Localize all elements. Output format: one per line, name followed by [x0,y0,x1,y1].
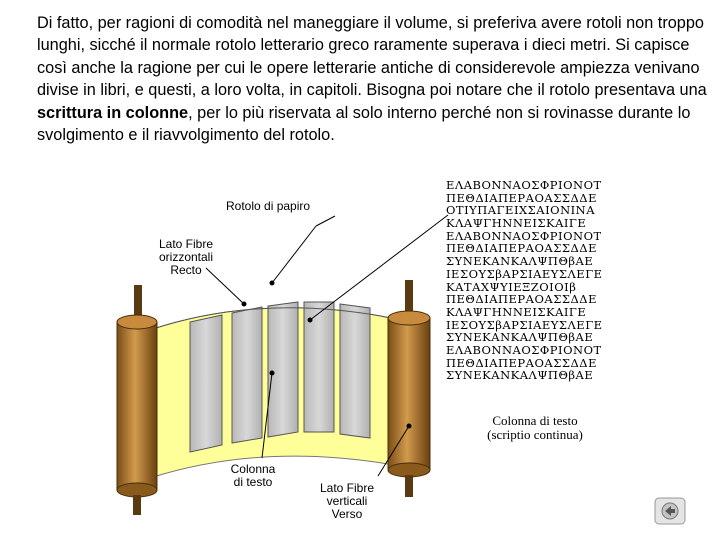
label-recto-line-1: Lato Fibre [158,237,214,251]
text-column-3 [268,302,298,437]
greek-line: ΚΛΑΨΓΗΝΝΕΙΣΚΑΙΓΕ [446,216,587,231]
column-caption [470,414,600,442]
return-arrow-icon[interactable] [654,497,686,525]
greek-line: ΟΤΙΥΠΑΓΕΙΧΣΑΙΟΝΙΝΑ [446,203,596,218]
greek-line: ΕΛΑΒΟΝΝΑΟΣΦΡΙΟΝΟΤ [446,178,602,192]
caption-line-2: (scriptio continua) [487,427,583,442]
greek-line: ΠΕΘΔΙΑΠΕΡΑΟΑΣΣΔΔΕ [446,241,597,256]
label-recto [148,238,224,277]
greek-line: ΕΛΑΒΟΝΝΑΟΣΦΡΙΟΝΟΤ [446,228,602,243]
paragraph-part-2: , per lo più riservata al solo interno perché non si rovinasse durante lo svolgimento e il riavvolgimento del rotolo. [37,103,691,145]
paragraph-bold-phrase: scrittura in colonne [37,103,189,122]
label-column-line-2: di testo [233,475,273,489]
paragraph-part-1: Di fatto, per ragioni di comodità nel maneggiare il volume, si preferiva avere rotoli non troppo lunghi, sicché il normale rotolo letterario greco raramente superava i dieci metri. Si capisce così anche la ragione per cui le opere letterarie antiche di considerevole ampiezza venivano divise in libri, e questi, a loro volta, in capitoli. Bisogna poi notare che il rotolo presentava una [37,14,707,100]
left-roller [117,285,157,515]
label-recto-line-3: Recto [170,263,202,277]
label-recto-line-2: orizzontali [158,250,214,264]
right-roller [388,280,430,497]
greek-line: ΙΕΣΟΥΣβΑΡΣΙΑΕΥΣΛΕΓΕ [446,266,603,281]
caption-line-1: Colonna di testo [492,413,578,428]
label-text-column [220,463,286,489]
label-verso-line-1: Lato Fibre [319,481,375,495]
greek-line: ΚΛΑΨΓΗΝΝΕΙΣΚΑΙΓΕ [446,304,587,319]
label-verso [310,482,384,521]
text-column-1 [190,315,222,452]
label-papyrus-roll: Rotolo di papiro [226,199,311,213]
text-column-2 [232,307,262,443]
label-verso-line-3: Verso [331,507,363,521]
greek-line: ΠΕΘΔΙΑΠΕΡΑΟΑΣΣΔΔΕ [446,355,597,370]
label-verso-line-2: verticali [326,494,368,508]
greek-line: ΣΥΝΕΚΑΝΚΑΛΨΠΘβΑΕ [446,254,594,269]
greek-line: ΙΕΣΟΥΣβΑΡΣΙΑΕΥΣΛΕΓΕ [446,317,603,332]
greek-line: ΠΕΘΔΙΑΠΕΡΑΟΑΣΣΔΔΕ [446,190,597,205]
greek-line: ΠΕΘΔΙΑΠΕΡΑΟΑΣΣΔΔΕ [446,292,597,307]
label-column-line-1: Colonna [230,462,276,476]
greek-line: ΚΑΤΑΧΨΥΙΕΞΖΟΙΟΙβ [446,279,577,294]
greek-line: ΕΛΑΒΟΝΝΑΟΣΦΡΙΟΝΟΤ [446,342,602,357]
greek-text-column [446,179,626,382]
greek-line: ΣΥΝΕΚΑΝΚΑΛΨΠΘβΑΕ [446,330,594,345]
text-columns [190,302,370,452]
greek-line: ΣΥΝΕΚΑΝΚΑΛΨΠΘβΑΕ [446,368,594,383]
text-column-5 [340,304,370,438]
